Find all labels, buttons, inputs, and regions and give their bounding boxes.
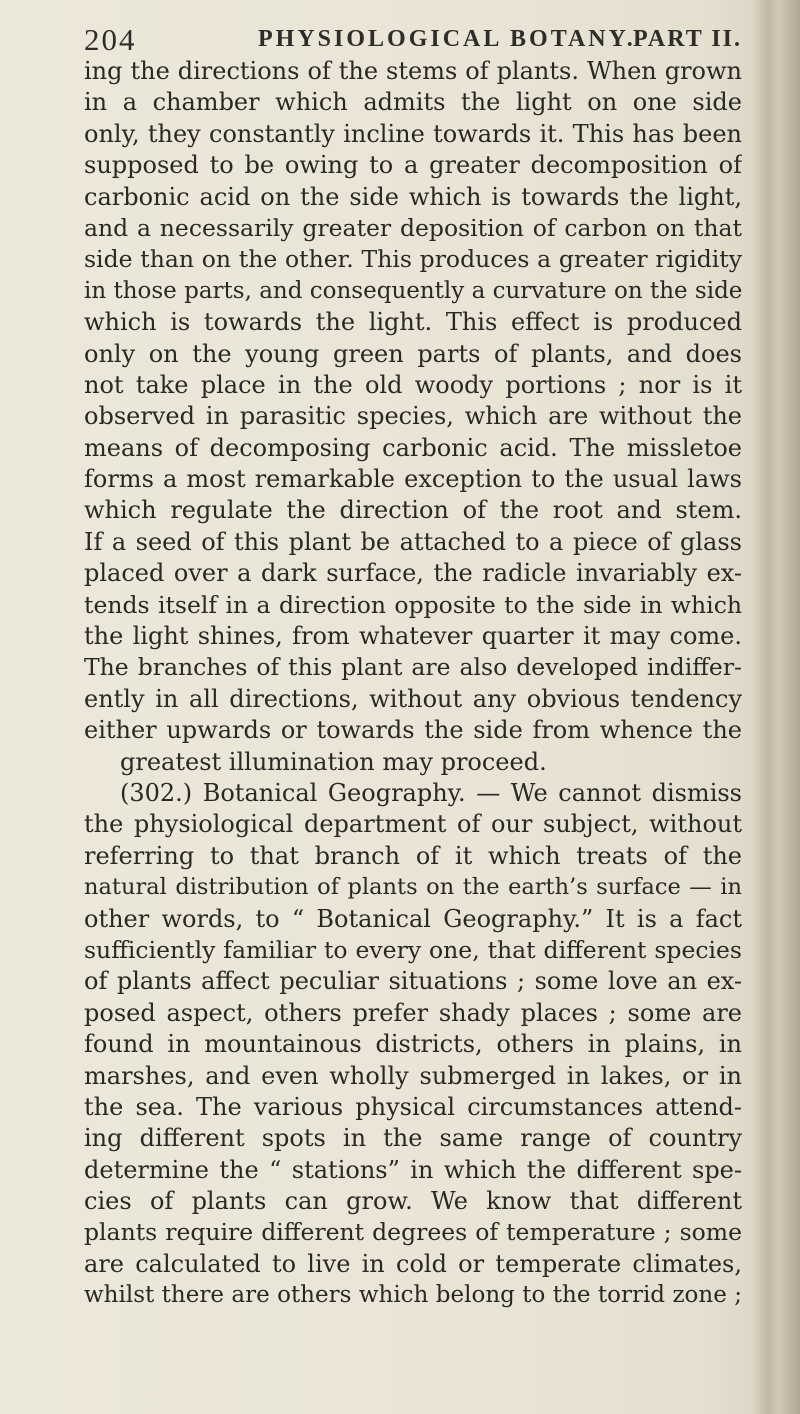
text-line: ing the directions of the stems of plants. When grown bbox=[84, 57, 742, 85]
text-line: which regulate the direction of the root and stem. bbox=[84, 496, 742, 525]
text-line: plants require different degrees of temperature ; some bbox=[84, 1218, 742, 1247]
page-edge-shadow bbox=[752, 0, 800, 1414]
text-line: ing different spots in the same range of country bbox=[84, 1124, 742, 1153]
text-line: the light shines, from whatever quarter it may come. bbox=[84, 622, 742, 651]
text-line: ently in all directions, without any obvious tendency bbox=[84, 684, 742, 713]
text-line: other words, to “ Botanical Geography.” It is a fact bbox=[84, 904, 742, 933]
text-line: supposed to be owing to a greater decomposition of bbox=[84, 151, 742, 180]
text-line: and a necessarily greater deposition of carbon on that bbox=[84, 213, 742, 242]
text-line: the physiological department of our subject, without bbox=[84, 810, 742, 839]
text-line: the sea. The various physical circumstances attend- bbox=[84, 1092, 742, 1121]
text-line: of plants affect peculiar situations ; some love an ex- bbox=[84, 967, 742, 996]
text-line: sufficiently familiar to every one, that different species bbox=[84, 935, 742, 964]
text-line: whilst there are others which belong to the torrid zone ; bbox=[84, 1282, 742, 1309]
text-line: determine the “ stations” in which the different spe- bbox=[84, 1155, 742, 1184]
text-line: If a seed of this plant be attached to a piece of glass bbox=[84, 527, 742, 556]
text-line: in those parts, and consequently a curvature on the side bbox=[84, 277, 742, 304]
text-line: observed in parasitic species, which are without the bbox=[84, 402, 742, 431]
text-line: carbonic acid on the side which is towards the light, bbox=[84, 182, 742, 211]
page-number: 204 bbox=[84, 22, 137, 57]
text-line: marshes, and even wholly submerged in lakes, or in bbox=[84, 1061, 742, 1090]
text-line: are calculated to live in cold or temperate climates, bbox=[84, 1249, 742, 1278]
text-line-section-heading: (302.) Botanical Geography. — We cannot dismiss bbox=[120, 778, 742, 807]
text-line: means of decomposing carbonic acid. The missletoe bbox=[84, 433, 742, 462]
text-line-paragraph-end: greatest illumination may proceed. bbox=[120, 747, 547, 776]
text-line: The branches of this plant are also developed indiffer- bbox=[84, 653, 742, 682]
part-label: PART II. bbox=[633, 26, 742, 52]
text-line: which is towards the light. This effect is produced bbox=[84, 308, 742, 337]
text-line: tends itself in a direction opposite to the side in which bbox=[84, 590, 742, 619]
text-line: found in mountainous districts, others in plains, in bbox=[84, 1030, 742, 1059]
text-line: cies of plants can grow. We know that different bbox=[84, 1187, 742, 1216]
running-title: PHYSIOLOGICAL BOTANY. bbox=[258, 26, 636, 52]
text-line: forms a most remarkable exception to the usual laws bbox=[84, 465, 742, 494]
text-line: side than on the other. This produces a greater rigidity bbox=[84, 245, 742, 274]
text-line: posed aspect, others prefer shady places ; some are bbox=[84, 998, 742, 1027]
text-line: referring to that branch of it which treats of the bbox=[84, 841, 742, 870]
text-line: placed over a dark surface, the radicle invariably ex- bbox=[84, 559, 742, 588]
text-line: in a chamber which admits the light on one side bbox=[84, 88, 742, 117]
text-line: not take place in the old woody portions ; nor is it bbox=[84, 370, 742, 399]
text-line: natural distribution of plants on the earth’s surface — in bbox=[84, 874, 742, 901]
text-line: only on the young green parts of plants, and does bbox=[84, 339, 742, 368]
text-line: either upwards or towards the side from whence the bbox=[84, 716, 742, 745]
body-text bbox=[84, 56, 742, 1312]
text-line: only, they constantly incline towards it. This has been bbox=[84, 119, 742, 148]
